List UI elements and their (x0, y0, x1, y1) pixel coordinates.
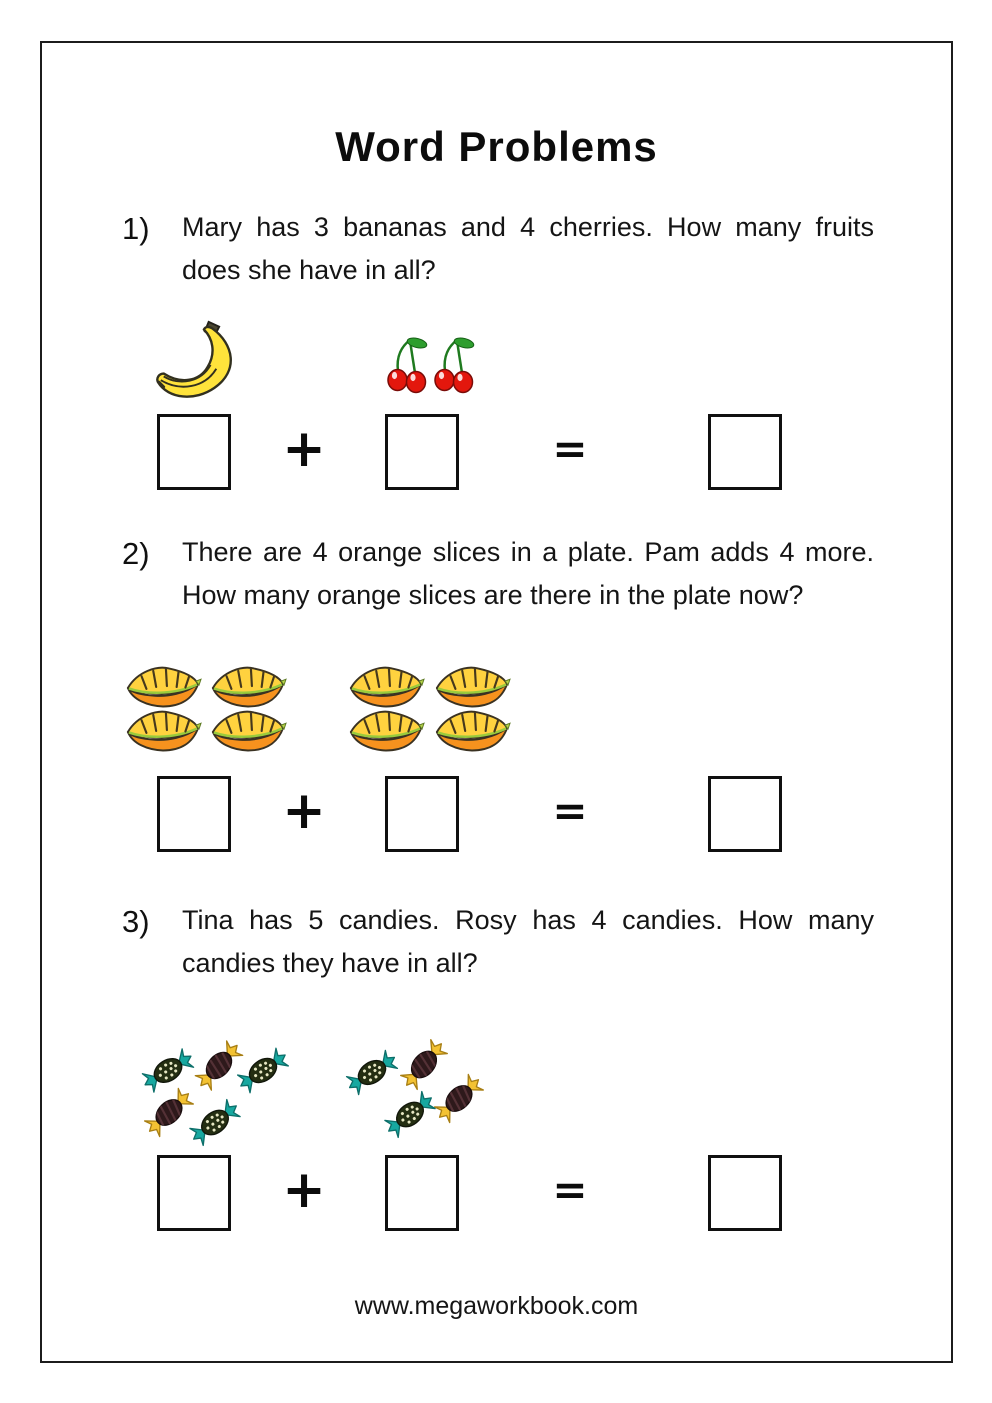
answer-box-addend-2[interactable] (385, 776, 459, 852)
candy-icon (429, 1069, 489, 1129)
problem-number: 3) (122, 904, 150, 939)
orange-slice-icon (124, 663, 202, 709)
problem-text-line2: candies they have in all? (182, 948, 478, 978)
candy-icon (379, 1086, 441, 1143)
plus-sign: + (282, 781, 326, 841)
problem-text-line1: Tina has 5 candies. Rosy has 4 candies. How many (182, 905, 874, 935)
answer-box-addend-2[interactable] (385, 1155, 459, 1231)
banana-bunch-icon (150, 319, 252, 407)
orange-slice-icon (347, 663, 425, 709)
problem-number: 1) (122, 211, 150, 246)
plus-sign: + (282, 1160, 326, 1220)
cherry-pair-icon (386, 334, 428, 396)
answer-box-addend-1[interactable] (157, 1155, 231, 1231)
orange-slice-icon (433, 663, 511, 709)
worksheet-page (40, 41, 953, 1363)
answer-box-addend-2[interactable] (385, 414, 459, 490)
problem-text-line1: Mary has 3 bananas and 4 cherries. How many fruits (182, 212, 874, 242)
orange-slice-icon (209, 707, 287, 753)
answer-box-sum[interactable] (708, 776, 782, 852)
problem-text-line1: There are 4 orange slices in a plate. Pam adds 4 more. (182, 537, 874, 567)
candy-icon (340, 1045, 403, 1100)
orange-slice-icon (209, 663, 287, 709)
problem-text-line2: does she have in all? (182, 255, 436, 285)
equals-sign: = (552, 786, 588, 835)
candy-icon (136, 1044, 199, 1098)
orange-slice-icon (347, 707, 425, 753)
problem-number: 2) (122, 536, 150, 571)
page-title: Word Problems (335, 123, 658, 170)
equals-sign: = (552, 424, 588, 473)
orange-slice-icon (433, 707, 511, 753)
answer-box-sum[interactable] (708, 1155, 782, 1231)
plus-sign: + (282, 419, 326, 479)
answer-box-addend-1[interactable] (157, 776, 231, 852)
equals-sign: = (552, 1165, 588, 1214)
answer-box-addend-1[interactable] (157, 414, 231, 490)
problem-text-line2: How many orange slices are there in the plate now? (182, 580, 804, 610)
orange-slice-icon (124, 707, 202, 753)
cherry-pair-icon (433, 334, 475, 396)
website-footer: www.megaworkbook.com (354, 1292, 639, 1320)
answer-box-sum[interactable] (708, 414, 782, 490)
